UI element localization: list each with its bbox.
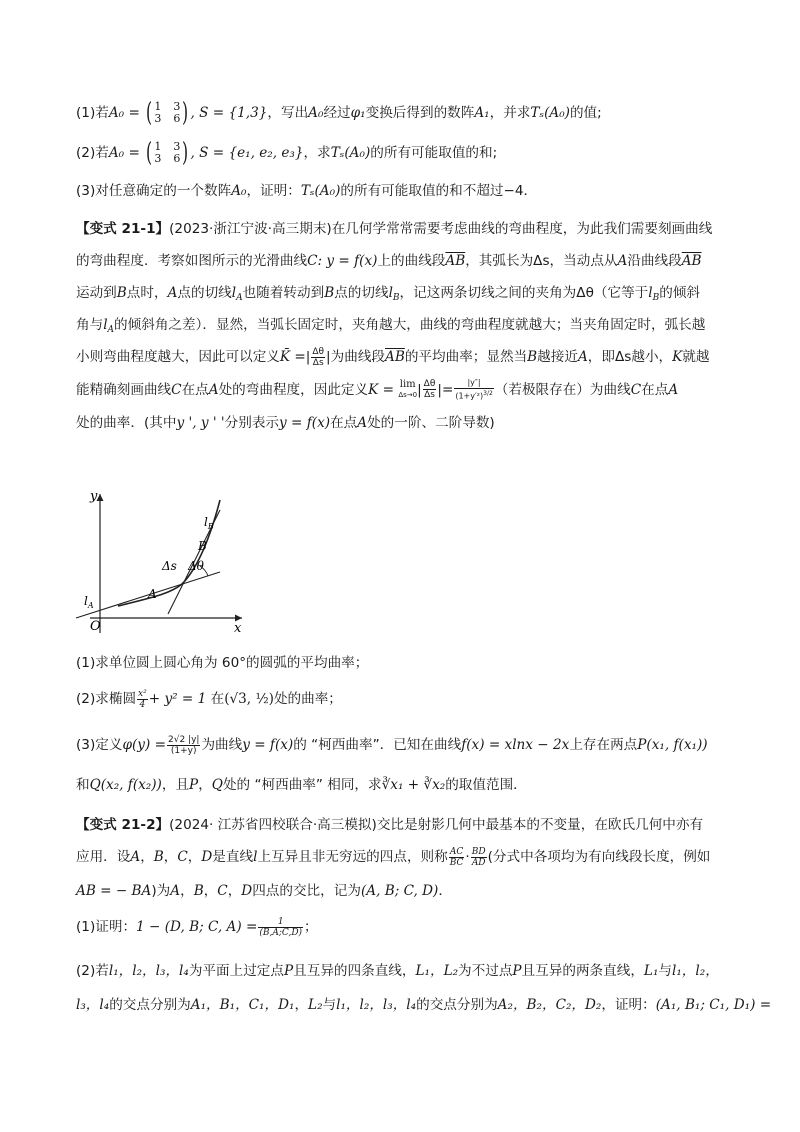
variant-21-1-line-1: 【变式 21-1】(2023·浙江宁波·高三期末)在几何学常常需要考虑曲线的弯曲程度，为此我们需要刻画曲线 [76, 221, 713, 237]
variant-21-2-q2-line-1: (2)若l₁，l₂，l₃，l₄为平面上过定点P且互异的四条直线，L₁，L₂为不过点P且互异的两条直线，L₁与l₁，l₂， [76, 963, 719, 979]
question-2: (2)求椭圆 $\frac{\text{x²}}{4}$ + y² = 1 在(√3, ½)处的曲率； [76, 688, 342, 710]
arc-length-label: Δs [162, 559, 177, 573]
origin-label: O [90, 619, 101, 634]
x-axis-label: x [234, 621, 242, 636]
variant-21-2-q1: (1)证明：1 − (D, B; C, A) = $\frac{1}{(B,A;C,D)}$ ； [76, 916, 318, 938]
source-label: (2024· 江苏省四校联合·高三模拟) [169, 817, 377, 833]
variant-21-1-line-7: 处的曲率．(其中y ', y ' '分别表示y = f(x)在点A处的一阶、二阶导数) [76, 415, 495, 431]
variant-21-2-line-1: 【变式 21-2】(2024· 江苏省四校联合·高三模拟)交比是射影几何中最基本的不变量，在欧氏几何中亦有 [76, 817, 704, 833]
angle-label: Δθ [188, 559, 204, 573]
fraction: $\frac{\Delta\theta}{\Delta s}$ [312, 346, 325, 368]
tangent-b-label: $l_B$ [204, 515, 214, 531]
y-axis-label: y [90, 489, 98, 504]
variant-21-2-line-2: 应用．设A，B，C，D是直线l上互异且非无穷远的四点，则称 $\frac{AC}{BC}$ · $\frac{BD}{AD}$ (分式中各项均为有向线段长度，例如 [76, 846, 711, 868]
variant-21-2-line-3: AB = − BA)为A，B，C，D四点的交比，记为(A, B; C, D)． [76, 883, 452, 899]
point-b-label: B [198, 539, 207, 553]
problem-part-2: (2)若A₀ = ( 1 3 3 6 ) , S = {e₁, e₂, e₃}，求Tₛ(A₀)的所有可能取值的和; [76, 138, 498, 168]
curvature-figure [70, 488, 250, 636]
variant-tag: 【变式 21-2】 [76, 817, 170, 833]
variant-21-1-line-5: 小则弯曲程度越大，因此可以定义K̄ =| $\frac{\Delta\theta}{\Delta s}$ |为曲线段$\overline{AB}$的平均曲率；显然当B越接近A，即Δs越小，K就越 [76, 346, 710, 368]
question-1: (1)求单位圆上圆心角为 60°的圆弧的平均曲率； [76, 655, 369, 671]
matrix: ( 1 3 3 6 ) [146, 138, 189, 168]
variant-21-1-line-4: 角与$l_A$的倾斜角之差）．显然，当弧长固定时，夹角越大，曲线的弯曲程度就越大；当夹角固定时，弧长越 [76, 317, 706, 335]
matrix: ( 1 3 3 6 ) [146, 98, 189, 128]
variant-21-1-line-6: 能精确刻画曲线C在点A处的弯曲程度，因此定义K = lim Δs→0| $\frac{\Delta\theta}{\Delta s}$ |= $\frac{|y''|}{(1+y'^2)^{3/2}}$ （若极限存在）为曲线C在点A [76, 378, 679, 401]
text: (1)若 [76, 105, 109, 121]
source-label: (2023·浙江宁波·高三期末) [169, 221, 332, 237]
math: A₀ = [108, 105, 140, 121]
problem-part-3: (3)对任意确定的一个数阵A₀，证明：Tₛ(A₀)的所有可能取值的和不超过−4． [76, 183, 538, 199]
variant-21-2-q2-line-2: l₃，l₄的交点分别为A₁，B₁，C₁，D₁，L₂与l₁，l₂，l₃，l₄的交点分别为A₂，B₂，C₂，D₂，证明：(A₁, B₁; C₁, D₁) = [76, 997, 772, 1013]
question-3-line-1: (3)定义φ(y) = $\frac{2√2 |y|}{(1+y)}$ 为曲线y = f(x)的 “柯西曲率”．已知在曲线f(x) = xlnx − 2x上存在两点P(x₁, f(x₁)) [76, 734, 708, 756]
tangent-a-label: $l_A$ [84, 594, 94, 610]
question-3-line-2: 和Q(x₂, f(x₂))，且P，Q处的 “柯西曲率” 相同，求∛x₁ + ∛x₂的取值范围． [76, 777, 527, 793]
variant-21-1-line-3: 运动到B点时，A点的切线$l_A$也随着转动到B点的切线$l_B$，记这两条切线之间的夹角为Δθ（它等于$l_B$的倾斜 [76, 285, 701, 303]
variant-tag: 【变式 21-1】 [76, 221, 170, 237]
point-a-label: A [148, 587, 157, 601]
variant-21-1-line-2: 的弯曲程度．考察如图所示的光滑曲线C: y = f(x)上的曲线段$\overline{AB}$，其弧长为Δs，当动点从A沿曲线段$\overline{AB}$ [76, 253, 702, 269]
math: , S = {1,3} [190, 105, 268, 121]
problem-part-1: (1)若A₀ = ( 1 3 3 6 ) , S = {1,3}，写出A₀经过φ₁变换后得到的数阵A₁，并求Tₛ(A₀)的值; [76, 98, 602, 128]
